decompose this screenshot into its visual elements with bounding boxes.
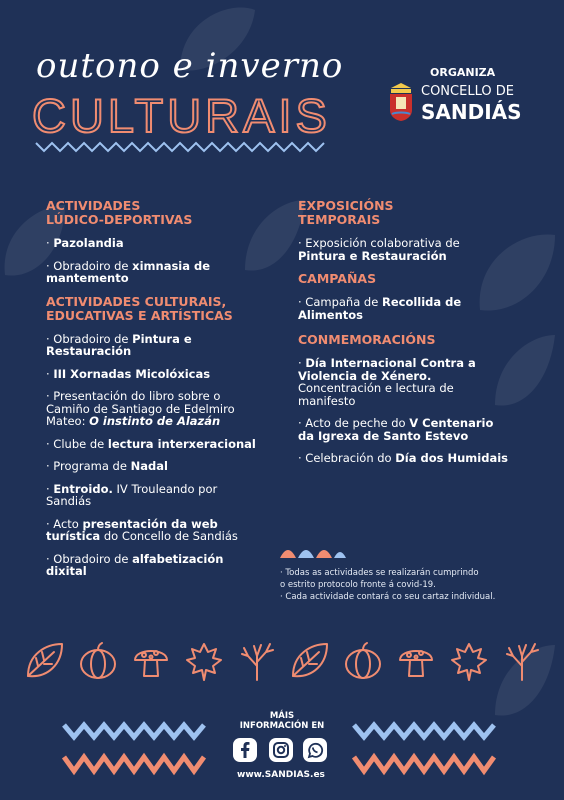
- maple-leaf-icon: [452, 644, 486, 680]
- footer-zigzag-left: [62, 715, 212, 785]
- activity-text: · Acto: [46, 516, 83, 531]
- activity-text: · Obradoiro de: [46, 551, 133, 566]
- whatsapp-icon[interactable]: [303, 738, 327, 762]
- facebook-icon[interactable]: [233, 738, 257, 762]
- activity-text: · Clube de: [46, 436, 108, 451]
- activity-text: Pazolandia: [53, 236, 124, 250]
- title-main: CULTURAIS: [32, 89, 331, 142]
- wave-decoration: [280, 540, 350, 560]
- activity-item: [46, 260, 258, 285]
- activity-text: · Acto de peche do: [298, 416, 410, 430]
- activity-text: ·: [46, 236, 54, 250]
- activity-text: Recollida de Alimentos: [298, 295, 462, 322]
- right-column: [298, 199, 510, 475]
- leaf-icon: [28, 644, 62, 676]
- leaf-icon: [293, 644, 327, 676]
- section-title-line: ACTIVIDADES CULTURAIS,: [46, 293, 227, 309]
- activity-text: O instinto de Alazán: [89, 414, 221, 428]
- pumpkin-icon: [346, 643, 380, 678]
- section: [46, 295, 258, 578]
- activity-item: [298, 296, 510, 321]
- activity-text: Día Internacional Contra a Violencia de Xénero.: [298, 356, 476, 383]
- section-title-line: ACTIVIDADES: [46, 198, 141, 213]
- footer-zigzag-right: [352, 715, 502, 785]
- activity-text: ·: [46, 481, 54, 496]
- left-column: [46, 199, 258, 588]
- note-line: o estrito protocolo fronte á covid-19.: [280, 580, 436, 590]
- activity-text: · Programa de: [46, 459, 131, 473]
- activity-text: · Presentación do libro sobre o Camiño de Santiago de Edelmiro Mateo:: [46, 389, 235, 428]
- activity-text: III Xornadas Micolóxicas: [53, 366, 211, 381]
- activity-text: · Obradoiro de: [46, 258, 133, 273]
- activity-item: [298, 237, 510, 262]
- activity-text: alfabetización dixital: [46, 551, 224, 578]
- activity-text: V Centenario da Igrexa de Santo Estevo: [298, 416, 494, 443]
- activity-item: [46, 368, 258, 381]
- activity-text: · Exposición colaborativa de: [298, 236, 460, 250]
- activity-item: [46, 237, 258, 250]
- activity-text: Día dos Humidais: [395, 451, 509, 465]
- activity-text: Concentración e lectura de manifesto: [298, 381, 454, 408]
- activity-text: presentación da web turística: [46, 516, 218, 543]
- activity-text: ximnasia de mantemento: [46, 258, 211, 285]
- more-info-line: INFORMACIÓN EN: [239, 721, 325, 731]
- note-line: · Todas as actividades se realizarán cumprindo: [280, 568, 479, 578]
- note-line: · Cada actividade contará co seu cartaz individual.: [280, 592, 496, 602]
- activity-text: ·: [46, 366, 54, 381]
- activity-item: [46, 553, 258, 578]
- activity-text: ·: [298, 356, 306, 370]
- activity-item: [46, 333, 258, 358]
- section: [46, 199, 258, 285]
- section: [298, 199, 510, 262]
- activity-text: · Celebración do: [298, 451, 396, 465]
- activity-text: lectura interxeracional: [107, 436, 256, 451]
- section-title: [298, 199, 510, 227]
- section-title: [46, 199, 258, 227]
- coat-of-arms-icon: [388, 82, 414, 122]
- activity-item: [298, 452, 510, 465]
- section-title-line: CAMPAÑAS: [298, 271, 377, 286]
- section: [298, 333, 510, 465]
- organiza-label: ORGANIZA: [430, 66, 496, 79]
- activity-text: · Obradoiro de: [46, 331, 133, 346]
- activity-item: [46, 518, 258, 543]
- more-info-line: MÁIS: [269, 711, 295, 721]
- more-info-label: [235, 711, 329, 731]
- activity-text: Nadal: [130, 459, 168, 473]
- section-title: [298, 333, 510, 347]
- maple-leaf-icon: [187, 644, 221, 680]
- section-title: [298, 272, 510, 286]
- org-municipality: SANDIÁS: [421, 100, 522, 124]
- activity-item: [298, 357, 510, 407]
- bare-tree-icon: [507, 644, 538, 680]
- title-script: outono e inverno: [36, 46, 344, 86]
- activity-item: [298, 417, 510, 442]
- section-title-line: TEMPORAIS: [298, 212, 381, 227]
- pumpkin-icon: [81, 643, 115, 678]
- activity-text: · Campaña de: [298, 295, 382, 309]
- activity-item: [46, 483, 258, 508]
- activity-item: [46, 390, 258, 428]
- section-title-line: EXPOSICIÓNS: [298, 198, 394, 213]
- notes: [280, 567, 495, 603]
- activity-item: [46, 460, 258, 473]
- title-zigzag: [34, 140, 328, 154]
- mushroom-icon: [135, 651, 167, 676]
- autumn-icons-row: [20, 640, 540, 684]
- activity-text: Pintura e Restauración: [298, 248, 447, 263]
- section-title-line: CONMEMORACIÓNS: [298, 332, 436, 347]
- section-title-line: LÚDICO-DEPORTIVAS: [46, 212, 193, 227]
- instagram-icon[interactable]: [269, 738, 293, 762]
- org-concello: CONCELLO DE: [421, 84, 514, 99]
- mushroom-icon: [400, 651, 432, 676]
- section: [298, 272, 510, 321]
- activity-text: Pintura e Restauración: [46, 331, 192, 358]
- bare-tree-icon: [242, 644, 273, 680]
- section-title: [46, 295, 258, 323]
- activity-text: Entroido.: [53, 481, 113, 496]
- activity-text: do Concello de Sandiás: [100, 529, 238, 543]
- activity-text: IV Trouleando por Sandiás: [46, 481, 218, 508]
- activity-item: [46, 438, 258, 451]
- section-title-line: EDUCATIVAS E ARTÍSTICAS: [46, 307, 233, 323]
- website-link[interactable]: www.SANDIAS.es: [237, 770, 325, 780]
